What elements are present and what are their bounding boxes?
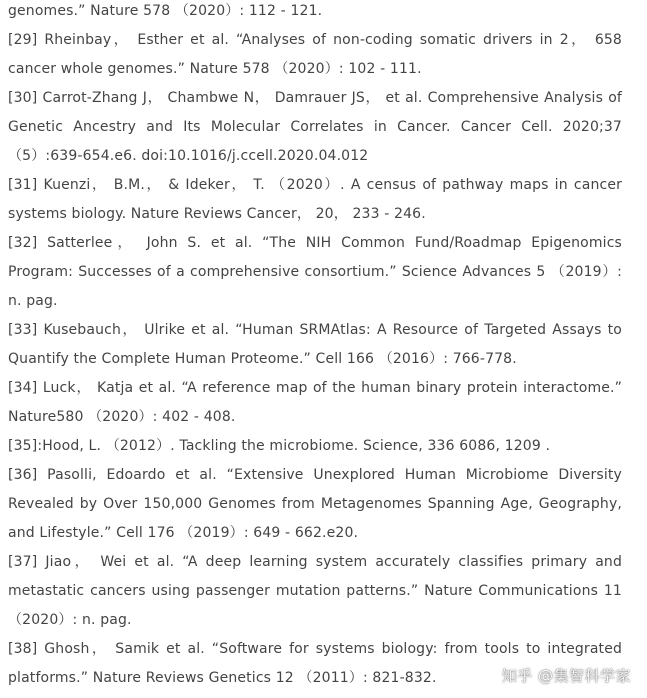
reference-list bbox=[8, 0, 622, 693]
reference-entry-33: [33] Kusebauch， Ulrike et al. “Human SRMAtlas: A Resource of Targeted Assays to Quantify the Complete Human Proteome.” Cell 166 （2016）: 766-778. bbox=[8, 322, 622, 367]
reference-entry-38: [38] Ghosh， Samik et al. “Software for systems biology: from tools to integrated platforms.” Nature Reviews Genetics 12 （2011）: 821-832. bbox=[8, 641, 622, 686]
zhihu-watermark: 知乎 @集智科学家 bbox=[501, 667, 631, 685]
reference-entry-35: [35]:Hood, L. （2012）. Tackling the microbiome. Science, 336 6086, 1209 . bbox=[8, 438, 551, 454]
reference-entry-34: [34] Luck， Katja et al. “A reference map of the human binary protein interactome.” Nature580 （2020）: 402 - 408. bbox=[8, 380, 622, 425]
reference-entry-36: [36] Pasolli, Edoardo et al. “Extensive Unexplored Human Microbiome Diversity Revealed by Over 150,000 Genomes from Metagenomes Spanning Age, Geography, and Lifestyle.” Cell 176 （2019）: 649 - 662.e20. bbox=[8, 467, 622, 541]
reference-entry-31: [31] Kuenzi， B.M.， & Ideker， T. （2020）. A census of pathway maps in cancer systems biology. Nature Reviews Cancer， 20， 233 - 246. bbox=[8, 177, 622, 222]
reference-entry-32: [32] Satterlee， John S. et al. “The NIH Common Fund/Roadmap Epigenomics Program: Successes of a comprehensive consortium.” Science Advances 5 （2019）: n. pag. bbox=[8, 235, 622, 309]
reference-entry-37: [37] Jiao， Wei et al. “A deep learning system accurately classifies primary and metastatic cancers using passenger mutation patterns.” Nature Communications 11 （2020）: n. pag. bbox=[8, 554, 622, 628]
reference-entry-29: [29] Rheinbay， Esther et al. “Analyses of non-coding somatic drivers in 2， 658 cancer whole genomes.” Nature 578 （2020）: 102 - 111. bbox=[8, 32, 622, 77]
reference-entry-28-tail: genomes.” Nature 578 （2020）: 112 - 121. bbox=[8, 3, 323, 19]
reference-entry-30: [30] Carrot-Zhang J， Chambwe N， Damrauer JS， et al. Comprehensive Analysis of Genetic Ancestry and Its Molecular Correlates in Cancer. Cancer Cell. 2020;37（5）:639-654.e6. doi:10.1016/j.ccell.2020.04.012 bbox=[8, 90, 622, 164]
